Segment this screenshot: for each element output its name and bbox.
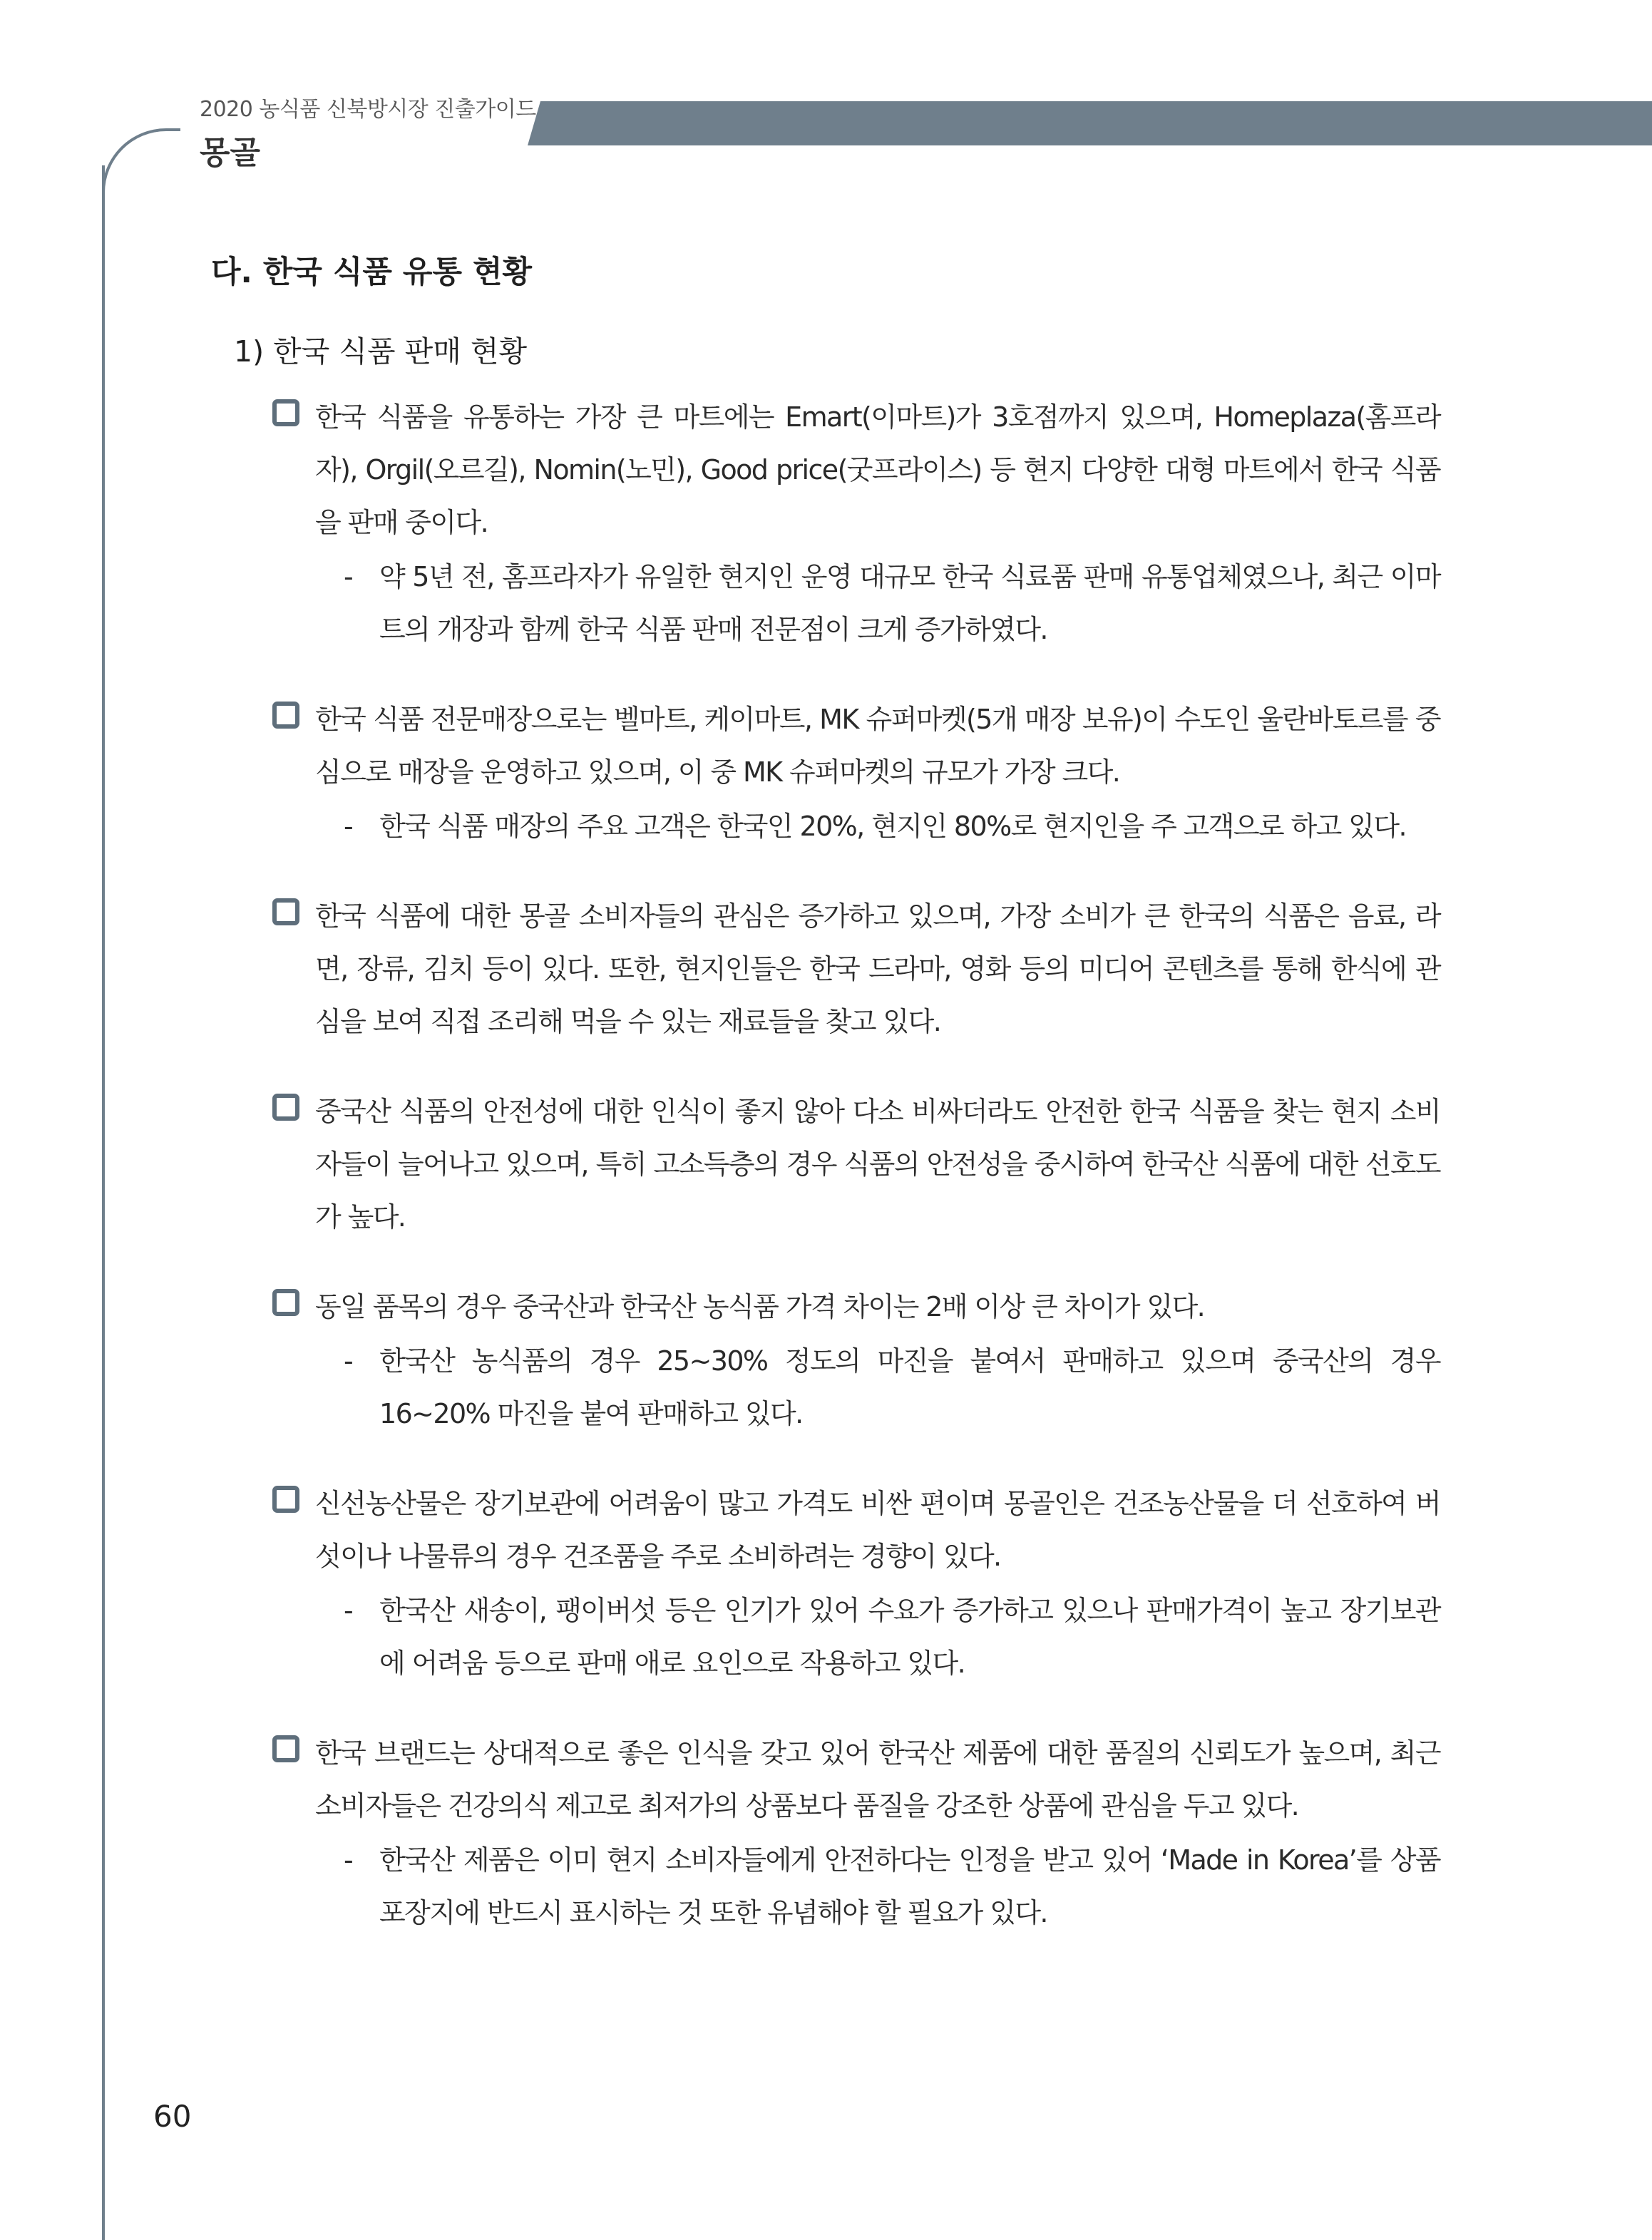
square-bullet-icon bbox=[272, 898, 299, 925]
page-frame-corner bbox=[102, 128, 180, 207]
bullet-item bbox=[265, 1477, 1440, 1690]
bullet-item bbox=[265, 693, 1440, 853]
header-bar bbox=[528, 101, 1652, 145]
bullet-text: 동일 품목의 경우 중국산과 한국산 농식품 가격 차이는 2배 이상 큰 차이가 있다. bbox=[315, 1291, 1205, 1322]
dash-bullet: - bbox=[344, 811, 353, 842]
dash-bullet: - bbox=[344, 1595, 353, 1626]
sub-bullet bbox=[344, 1834, 1440, 1939]
square-bullet-icon bbox=[272, 1289, 299, 1316]
sub-bullet-text: 약 5년 전, 홈프라자가 유일한 현지인 운영 대규모 한국 식료품 판매 유통업체였으나, 최근 이마트의 개장과 함께 한국 식품 판매 전문점이 크게 증가하였다. bbox=[379, 561, 1440, 645]
bullet-text: 한국 식품에 대한 몽골 소비자들의 관심은 증가하고 있으며, 가장 소비가 큰 한국의 식품은 음료, 라면, 장류, 김치 등이 있다. 또한, 현지인들은 한국 드라마, 영화 등의 미디어 콘텐츠를 통해 한식에 관심을 보여 직접 조리해 먹을 수 있는 재료들을 찾고 있다. bbox=[315, 900, 1440, 1037]
dash-bullet: - bbox=[344, 1844, 353, 1876]
sub-bullet bbox=[344, 1335, 1440, 1440]
sub-bullet-text: 한국산 농식품의 경우 25~30% 정도의 마진을 붙여서 판매하고 있으며 중국산의 경우 16~20% 마진을 붙여 판매하고 있다. bbox=[379, 1345, 1440, 1429]
sub-bullet bbox=[344, 800, 1440, 853]
bullet-item bbox=[265, 391, 1440, 656]
section-title: 다. 한국 식품 유통 현황 bbox=[211, 255, 533, 290]
bullet-text: 중국산 식품의 안전성에 대한 인식이 좋지 않아 다소 비싸더라도 안전한 한국 식품을 찾는 현지 소비자들이 늘어나고 있으며, 특히 고소득층의 경우 식품의 안전성을 중시하여 한국산 식품에 대한 선호도가 높다. bbox=[315, 1096, 1440, 1233]
content-body bbox=[265, 391, 1440, 1965]
dash-bullet: - bbox=[344, 561, 353, 592]
sub-bullet-text: 한국산 새송이, 팽이버섯 등은 인기가 있어 수요가 증가하고 있으나 판매가격이 높고 장기보관에 어려움 등으로 판매 애로 요인으로 작용하고 있다. bbox=[379, 1595, 1440, 1679]
bullet-item bbox=[265, 890, 1440, 1048]
square-bullet-icon bbox=[272, 1735, 299, 1762]
sub-section-title: 1) 한국 식품 판매 현황 bbox=[234, 334, 528, 369]
square-bullet-icon bbox=[272, 702, 299, 729]
bullet-item bbox=[265, 1727, 1440, 1939]
square-bullet-icon bbox=[272, 399, 299, 426]
bullet-text: 한국 식품을 유통하는 가장 큰 마트에는 Emart(이마트)가 3호점까지 있으며, Homeplaza(홈프라자), Orgil(오르길), Nomin(노민), Good price(굿프라이스) 등 현지 다양한 대형 마트에서 한국 식품을 판매 중이다. bbox=[315, 401, 1440, 538]
bullet-text: 한국 브랜드는 상대적으로 좋은 인식을 갖고 있어 한국산 제품에 대한 품질의 신뢰도가 높으며, 최근 소비자들은 건강의식 제고로 최저가의 상품보다 품질을 강조한 상품에 관심을 두고 있다. bbox=[315, 1737, 1440, 1822]
sub-bullet-text: 한국산 제품은 이미 현지 소비자들에게 안전하다는 인정을 받고 있어 ‘Made in Korea’를 상품 포장지에 반드시 표시하는 것 또한 유념해야 할 필요가 있다. bbox=[379, 1844, 1440, 1928]
bullet-text: 신선농산물은 장기보관에 어려움이 많고 가격도 비싼 편이며 몽골인은 건조농산물을 더 선호하여 버섯이나 나물류의 경우 건조품을 주로 소비하려는 경향이 있다. bbox=[315, 1488, 1440, 1572]
sub-bullet bbox=[344, 1584, 1440, 1690]
page-number: 60 bbox=[153, 2099, 192, 2134]
sub-bullet-text: 한국 식품 매장의 주요 고객은 한국인 20%, 현지인 80%로 현지인을 주 고객으로 하고 있다. bbox=[379, 811, 1406, 842]
dash-bullet: - bbox=[344, 1345, 353, 1377]
country-title: 몽골 bbox=[200, 135, 261, 171]
page-frame-line bbox=[102, 165, 105, 2240]
guide-title: 2020 농식품 신북방시장 진출가이드 bbox=[200, 97, 536, 122]
sub-bullet bbox=[344, 550, 1440, 656]
bullet-item bbox=[265, 1085, 1440, 1243]
bullet-item bbox=[265, 1280, 1440, 1440]
square-bullet-icon bbox=[272, 1486, 299, 1513]
bullet-text: 한국 식품 전문매장으로는 벨마트, 케이마트, MK 슈퍼마켓(5개 매장 보유)이 수도인 울란바토르를 중심으로 매장을 운영하고 있으며, 이 중 MK 슈퍼마켓의 규모가 가장 크다. bbox=[315, 704, 1440, 788]
square-bullet-icon bbox=[272, 1094, 299, 1121]
